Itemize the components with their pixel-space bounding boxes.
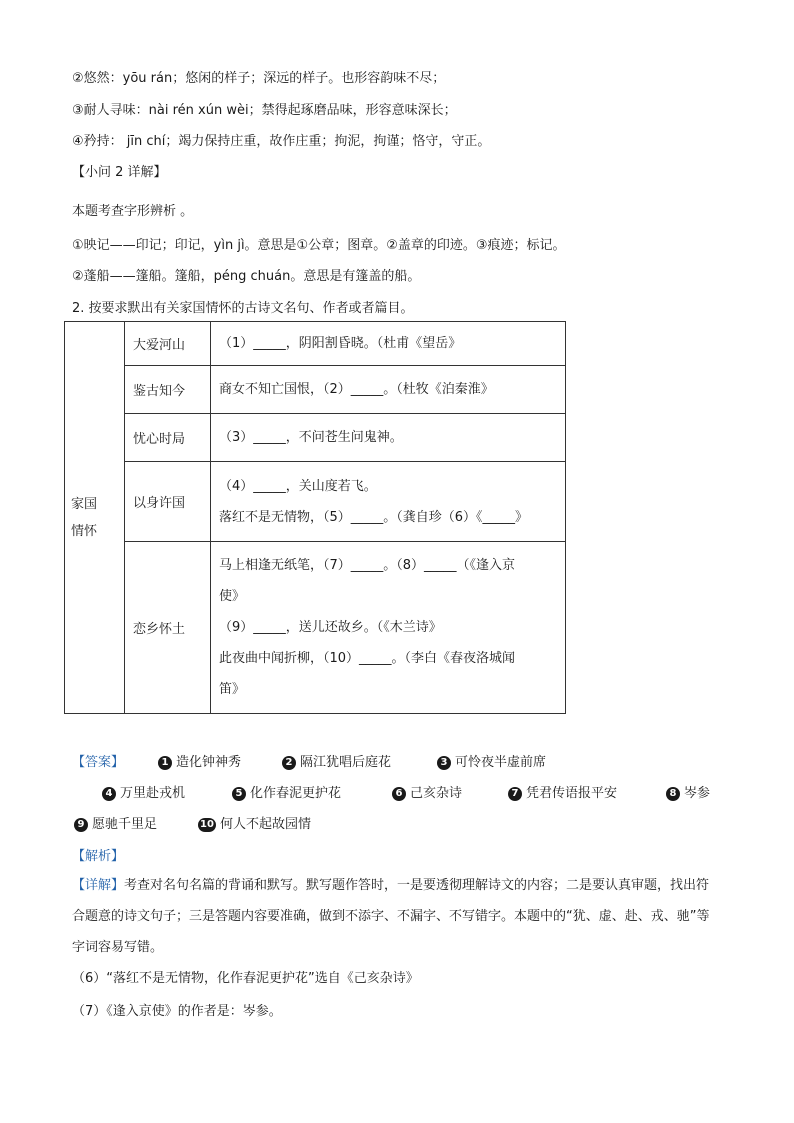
note-7: （7）《逢入京使》的作者是：岑参。 [72,1004,282,1019]
answer-item [666,782,710,801]
content-cell [211,322,566,366]
content-cell [211,542,566,714]
answer-item [158,751,241,770]
poem-line: 商女不知亡国恨，（2）_____。（杜牧《泊秦淮》 [219,382,494,397]
number-badge: 9 [74,818,88,832]
content-cell [211,366,566,414]
poem-line: 马上相逢无纸笔，（7）_____。（8）_____（《逢入京 [219,558,516,573]
text-line-6: ②蓬船——篷船。篷船，péng chuán。意思是有篷盖的船。 [72,269,421,284]
poem-line: 使》 [219,589,246,604]
number-badge: 4 [102,787,116,801]
theme-cell: 鉴古知今 [125,366,211,414]
number-badge: 8 [666,787,680,801]
poem-line: （3）_____，不问苍生问鬼神。 [219,430,403,445]
theme-cell: 以身许国 [125,462,211,542]
answer-text: 万里赴戎机 [120,786,186,801]
answer-text: 可怜夜半虚前席 [455,755,547,770]
number-badge: 3 [437,756,451,770]
note-6: （6）“落红不是无情物，化作春泥更护花”选自《己亥杂诗》 [72,971,419,986]
text-line-2: ③耐人寻味：nài rén xún wèi；禁得起琢磨品味，形容意味深长； [72,103,457,118]
answer-item [508,782,617,801]
number-badge: 2 [282,756,296,770]
detail-paragraph [72,870,722,963]
answer-label: 【答案】 [72,755,125,770]
number-badge: 7 [508,787,522,801]
text-line-3: ④矜持： jīn chí；竭力保持庄重，故作庄重；拘泥，拘谨；恪守，守正。 [72,134,491,149]
answer-text: 岑参 [684,786,711,801]
answer-item [392,782,462,801]
theme-cell: 大爱河山 [125,322,211,366]
answer-item [102,782,185,801]
answer-text: 化作春泥更护花 [250,786,342,801]
answer-item [74,813,157,832]
answer-text: 何人不起故园情 [220,817,312,832]
category-label: 家国情怀 [71,496,98,539]
answer-text: 隔江犹唱后庭花 [300,755,392,770]
question-2: 2. 按要求默出有关家国情怀的古诗文名句、作者或者篇目。 [72,301,414,316]
number-badge: 1 [158,756,172,770]
section-heading: 【小问 2 详解】 [72,165,167,180]
number-badge: 5 [232,787,246,801]
answer-text: 凭君传语报平安 [526,786,618,801]
poem-line: 此夜曲中闻折柳，（10）_____。（李白《春夜洛城闻 [219,651,516,666]
answer-text: 愿驰千里足 [92,817,158,832]
answer-item [282,751,391,770]
poem-line: （1）_____，阴阳割昏晓。（杜甫《望岳》 [219,336,462,351]
answer-item [198,813,311,832]
number-badge: 6 [392,787,406,801]
poem-line: （9）_____，送儿还故乡。（《木兰诗》 [219,620,442,635]
theme-cell: 恋乡怀土 [125,542,211,714]
category-cell [65,322,125,714]
poem-line: （4）_____，关山度若飞。 [219,478,377,494]
detail-text: 考查对名句名篇的背诵和默写。默写题作答时，一是要透彻理解诗文的内容；二是要认真审题，找出符合题意的诗文句子；三是答题内容要准确，做到不添字、不漏字、不写错字。本题中的“犹、虚、赴、戎、驰”等字词容易写错。 [72,878,710,955]
analysis-label: 【解析】 [72,849,125,864]
content-cell [211,462,566,542]
detail-label: 【详解】 [72,878,125,893]
answer-text: 造化钟神秀 [176,755,242,770]
theme-cell: 忧心时局 [125,414,211,462]
poem-line: 落红不是无情物，（5）_____。（龚自珍（6）《_____》 [219,509,529,525]
text-line-1: ②悠然：yōu rán；悠闲的样子；深远的样子。也形容韵味不尽； [72,71,446,86]
answer-item [232,782,341,801]
text-line-5: ①映记——印记；印记，yìn jì。意思是①公章；图章。②盖章的印迹。③痕迹；标记。 [72,238,566,253]
poem-table [64,321,566,714]
content-cell [211,414,566,462]
answer-text: 己亥杂诗 [410,786,463,801]
answer-item [437,751,546,770]
poem-line: 笛》 [219,682,246,697]
number-badge: 10 [198,818,216,832]
text-line-4: 本题考查字形辨析 。 [72,204,194,219]
